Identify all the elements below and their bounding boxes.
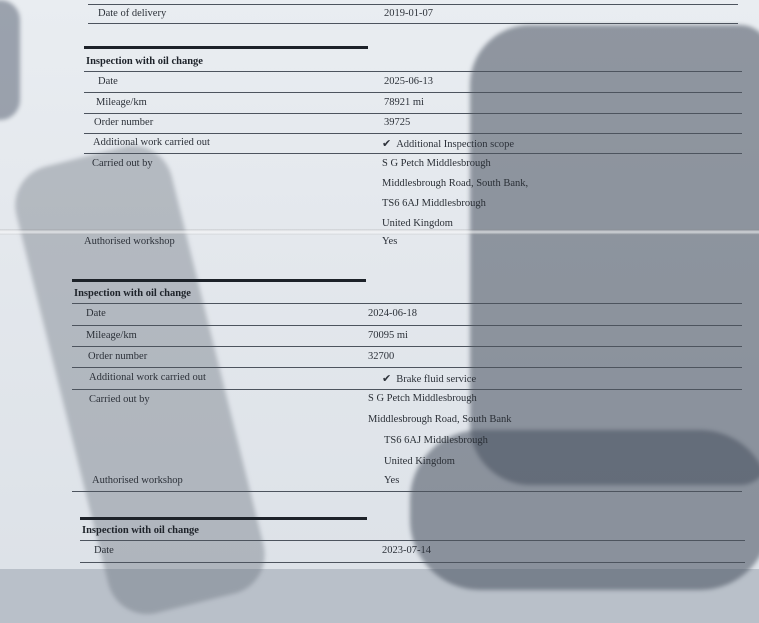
section-title: Inspection with oil change bbox=[86, 56, 203, 67]
section-title: Inspection with oil change bbox=[74, 288, 191, 299]
table-row-carried-out bbox=[72, 390, 742, 472]
address-line-2: Middlesbrough Road, South Bank bbox=[368, 414, 512, 425]
section-title: Inspection with oil change bbox=[82, 525, 199, 536]
table-row-work bbox=[84, 133, 742, 154]
work-value bbox=[382, 137, 514, 150]
table-row-order bbox=[84, 113, 742, 134]
authorised-label: Authorised workshop bbox=[92, 475, 183, 486]
checkmark-icon: ✔ bbox=[382, 372, 392, 385]
order-label: Order number bbox=[88, 351, 148, 362]
address-line-3: TS6 6AJ Middlesbrough bbox=[382, 198, 486, 209]
table-row-date bbox=[80, 541, 745, 563]
table-row-authorised bbox=[84, 233, 742, 253]
authorised-value: Yes bbox=[382, 236, 398, 247]
authorised-label: Authorised workshop bbox=[84, 236, 175, 247]
delivery-value: 2019-01-07 bbox=[384, 8, 433, 19]
table-row-order bbox=[72, 347, 742, 368]
top-section bbox=[88, 0, 738, 30]
carried-label: Carried out by bbox=[92, 158, 153, 169]
table-row-authorised bbox=[72, 472, 742, 492]
table-row-date bbox=[72, 304, 742, 326]
section-header-line bbox=[72, 286, 742, 304]
work-label: Additional work carried out bbox=[93, 137, 210, 148]
section-header-line bbox=[84, 54, 742, 72]
mileage-value: 70095 mi bbox=[368, 330, 408, 341]
delivery-label: Date of delivery bbox=[98, 8, 167, 19]
address-line-1: S G Petch Middlesbrough bbox=[382, 158, 491, 169]
section-divider-bar bbox=[80, 517, 367, 520]
date-label: Date bbox=[98, 76, 118, 87]
authorised-value: Yes bbox=[384, 475, 400, 486]
date-label: Date bbox=[86, 308, 106, 319]
table-row-carried-out bbox=[84, 154, 742, 234]
mileage-label: Mileage/km bbox=[96, 97, 147, 108]
address-line-4: United Kingdom bbox=[382, 218, 453, 229]
order-value: 32700 bbox=[368, 351, 395, 362]
shadow-left-edge bbox=[0, 0, 20, 120]
section-header-line bbox=[80, 523, 745, 541]
table-row-date bbox=[84, 72, 742, 93]
mileage-value: 78921 mi bbox=[384, 97, 424, 108]
inspection-section-2023 bbox=[80, 517, 745, 569]
address-line-3: TS6 6AJ Middlesbrough bbox=[384, 435, 488, 446]
date-value: 2023-07-14 bbox=[382, 545, 431, 556]
section-divider-bar bbox=[84, 46, 368, 49]
work-text: Additional Inspection scope bbox=[396, 139, 515, 150]
delivery-row bbox=[88, 5, 738, 24]
address-line-4: United Kingdom bbox=[384, 456, 455, 467]
table-row-mileage bbox=[72, 326, 742, 347]
mileage-label: Mileage/km bbox=[86, 330, 137, 341]
carried-label: Carried out by bbox=[89, 394, 150, 405]
work-text: Brake fluid service bbox=[396, 374, 477, 385]
address-line-1: S G Petch Middlesbrough bbox=[368, 393, 477, 404]
inspection-section-2024 bbox=[72, 279, 742, 494]
date-label: Date bbox=[94, 545, 114, 556]
work-label: Additional work carried out bbox=[89, 372, 206, 383]
date-value: 2024-06-18 bbox=[368, 308, 417, 319]
section-divider-bar bbox=[72, 279, 366, 282]
address-line-2: Middlesbrough Road, South Bank, bbox=[382, 178, 529, 189]
table-row-work bbox=[72, 368, 742, 390]
order-value: 39725 bbox=[384, 117, 411, 128]
table-row-mileage bbox=[84, 93, 742, 114]
date-value: 2025-06-13 bbox=[384, 76, 433, 87]
order-label: Order number bbox=[94, 117, 154, 128]
inspection-section-2025 bbox=[84, 46, 742, 256]
checkmark-icon: ✔ bbox=[382, 137, 392, 150]
work-value bbox=[382, 372, 476, 385]
